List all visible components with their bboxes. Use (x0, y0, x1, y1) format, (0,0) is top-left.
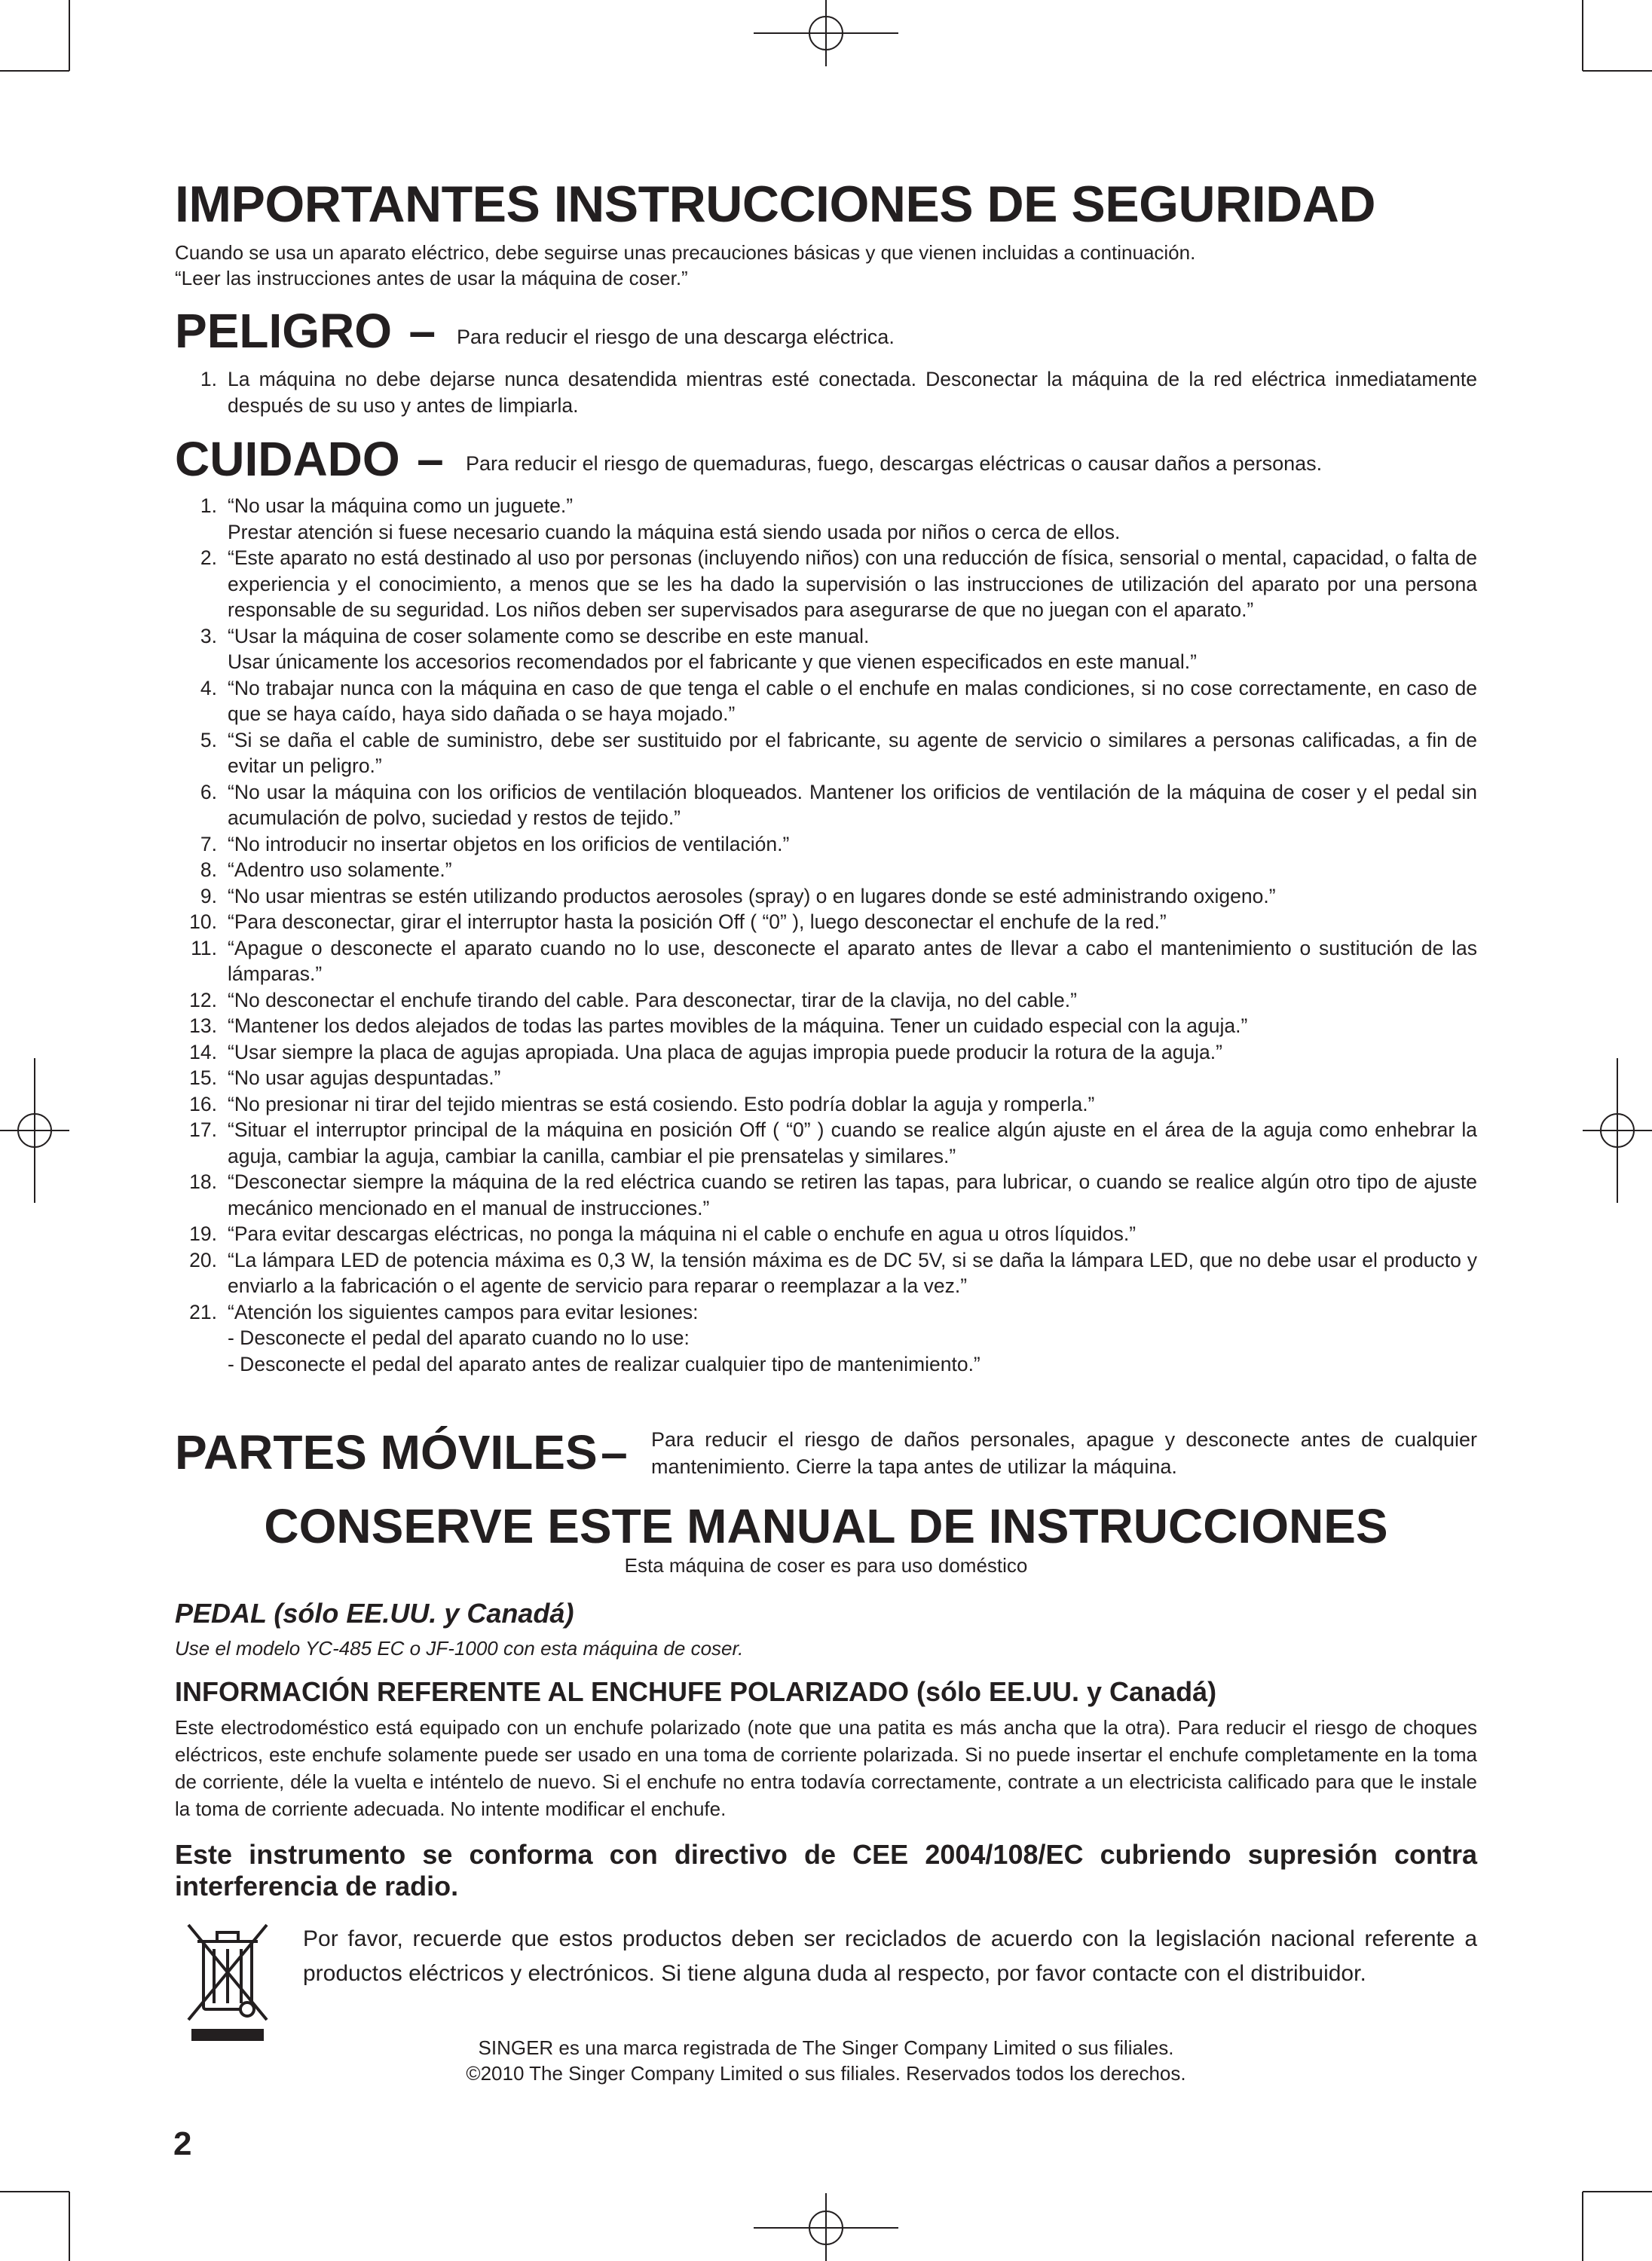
item-line: “Usar la máquina de coser solamente como se describe en este manual. (228, 624, 870, 647)
item-number: 18. (189, 1170, 217, 1193)
item-line: “No introducir no insertar objetos en los orificios de ventilación.” (228, 832, 790, 855)
item-line: “Este aparato no está destinado al uso por personas (incluyendo niños) con una reducción de física, sensorial o mental, capacidad, o falta de experiencia y el conocimiento, a menos que se les ha dado la supervisión o las instrucciones de utilización del aparato por una persona responsable de su seguridad. Los niños deben ser supervisados para asegurarse de que no juegan con el aparato.” (228, 546, 1477, 621)
item-text (217, 493, 1477, 545)
peligro-subtitle: Para reducir el riesgo de una descarga eléctrica. (457, 326, 895, 348)
item-text (217, 1169, 1477, 1221)
list-item (175, 1091, 1477, 1118)
list-item (175, 727, 1477, 779)
item-line: - Desconecte el pedal del aparato antes de realizar cualquier tipo de mantenimiento.” (228, 1352, 980, 1375)
item-text (217, 1013, 1477, 1039)
footer-line: ©2010 The Singer Company Limited o sus filiales. Reservados todos los derechos. (466, 2062, 1186, 2085)
list-item (175, 779, 1477, 831)
item-line: “Adentro uso solamente.” (228, 858, 452, 881)
item-line: “Situar el interruptor principal de la máquina en posición Off ( “0” ) cuando se realice algún ajuste en el área de la aguja como enhebrar la aguja, cambiar la aguja, cambiar la canilla, cambiar el pie prensatelas y similares.” (228, 1118, 1477, 1167)
list-item (175, 545, 1477, 623)
list-item (175, 1299, 1477, 1378)
list-item (175, 493, 1477, 545)
item-line: “La lámpara LED de potencia máxima es 0,3 W, la tensión máxima es de DC 5V, si se daña la lámpara LED, que no debe usar el producto y enviarlo a la fabricación o el agente de servicio para reparar o reemplazar a la vez.” (228, 1248, 1477, 1297)
item-number: 16. (189, 1092, 217, 1115)
item-text (217, 1039, 1477, 1066)
item-number: 9. (200, 884, 217, 907)
list-item (175, 675, 1477, 727)
item-text (217, 857, 1477, 883)
polarized-plug-text: Este electrodoméstico está equipado con un enchufe polarizado (note que una patita es más ancha que la otra). Para reducir el riesgo de choques eléctricos, este enchufe solamente puede ser usado en una toma de corriente polarizada. Si no puede insertar el enchufe completamente en la toma de corriente, déle la vuelta e inténtelo de nuevo. Si el enchufe no entra todavía correctamente, contrate a un electricista calificado para que le instale la toma de corriente adecuada. No intente modificar el enchufe. (175, 1716, 1477, 1820)
item-number: 14. (189, 1040, 217, 1063)
item-number: 6. (200, 780, 217, 803)
item-line: “No trabajar nunca con la máquina en caso de que tenga el cable o el enchufe en malas condiciones, si no cose correctamente, en caso de que se haya caído, haya sido dañada o se haya mojado.” (228, 676, 1477, 725)
item-line: “No usar la máquina como un juguete.” (228, 494, 574, 517)
footer-line: SINGER es una marca registrada de The Singer Company Limited o sus filiales. (478, 2036, 1174, 2059)
item-line: “Atención los siguientes campos para evitar lesiones: (228, 1300, 699, 1323)
conserve-subtitle: Esta máquina de coser es para uso doméstico (624, 1554, 1028, 1577)
list-item (175, 623, 1477, 675)
item-number: 21. (189, 1300, 217, 1323)
item-text (217, 935, 1477, 987)
cuidado-list (175, 493, 1477, 1377)
list-item (175, 883, 1477, 910)
item-number: 1. (200, 494, 217, 517)
recycle-text: Por favor, recuerde que estos productos deben ser reciclados de acuerdo con la legislación nacional referente a productos eléctricos y electrónicos. Si tiene alguna duda al respecto, por favor contacte con el distribuidor. (303, 1926, 1477, 1986)
item-number: 4. (200, 676, 217, 699)
page-number: 2 (173, 2125, 192, 2162)
partes-text: Para reducir el riesgo de daños personales, apague y desconecte antes de cualquier mantenimiento. Cierre la tapa antes de utilizar la máquina. (651, 1428, 1477, 1478)
page-title: IMPORTANTES INSTRUCCIONES DE SEGURIDAD (175, 176, 1375, 233)
peligro-list (175, 366, 1477, 418)
item-number: 1. (200, 368, 217, 390)
list-item (175, 857, 1477, 883)
pedal-text: Use el modelo YC-485 EC o JF-1000 con esta máquina de coser. (175, 1637, 744, 1660)
list-item (175, 1065, 1477, 1091)
item-text (217, 779, 1477, 831)
footer (0, 2035, 1652, 2086)
item-line: “No usar mientras se estén utilizando productos aerosoles (spray) o en lugares donde se esté administrando oxigeno.” (228, 884, 1276, 907)
intro-text (175, 240, 1195, 291)
cuidado-heading-row (175, 431, 444, 487)
pedal-heading: PEDAL (sólo EE.UU. y Canadá) (175, 1598, 574, 1629)
intro-line: Cuando se usa un aparato eléctrico, debe seguirse unas precauciones básicas y que vienen incluidas a continuación. (175, 241, 1196, 264)
item-line: “Para desconectar, girar el interruptor hasta la posición Off ( “0” ), luego desconectar el enchufe de la red.” (228, 910, 1167, 933)
item-text (217, 1247, 1477, 1299)
item-number: 10. (189, 910, 217, 933)
item-line: “No desconectar el enchufe tirando del cable. Para desconectar, tirar de la clavija, no del cable.” (228, 988, 1077, 1011)
item-line: - Desconecte el pedal del aparato cuando no lo use: (228, 1326, 690, 1349)
item-line: “Si se daña el cable de suministro, debe ser sustituido por el fabricante, su agente de servicio o similares a personas calificadas, a fin de evitar un peligro.” (228, 728, 1477, 777)
cuidado-heading: CUIDADO (175, 432, 400, 486)
item-text (217, 675, 1477, 727)
item-line: “No presionar ni tirar del tejido mientras se está cosiendo. Esto podría doblar la aguja y romperla.” (228, 1092, 1095, 1115)
item-text (217, 1221, 1477, 1247)
item-number: 15. (189, 1066, 217, 1089)
list-item (175, 1039, 1477, 1066)
polarized-plug-heading: INFORMACIÓN REFERENTE AL ENCHUFE POLARIZADO (sólo EE.UU. y Canadá) (175, 1676, 1217, 1707)
item-text (217, 883, 1477, 910)
item-text (217, 831, 1477, 858)
list-item (175, 1169, 1477, 1221)
item-number: 2. (200, 546, 217, 569)
item-line: “No usar la máquina con los orificios de ventilación bloqueados. Mantener los orificios de ventilación de la máquina de coser y el pedal sin acumulación de polvo, suciedad y restos de tejido.” (228, 780, 1477, 829)
list-item (175, 1221, 1477, 1247)
list-item (175, 935, 1477, 987)
item-number: 12. (189, 988, 217, 1011)
item-text (217, 987, 1477, 1014)
item-text (217, 623, 1477, 675)
item-line: “No usar agujas despuntadas.” (228, 1066, 501, 1089)
peligro-heading: PELIGRO (175, 304, 393, 358)
item-text (217, 1065, 1477, 1091)
emc-directive-text: Este instrumento se conforma con directivo de CEE 2004/108/EC cubriendo supresión contra interferencia de radio. (175, 1839, 1477, 1902)
peligro-dash: – (408, 304, 436, 358)
item-line: “Apague o desconecte el aparato cuando no lo use, desconecte el aparato antes de llevar a cabo el mantenimiento o sustitución de las lámparas.” (228, 936, 1477, 985)
cuidado-dash: – (417, 432, 444, 486)
item-number: 13. (189, 1014, 217, 1037)
item-line: “Mantener los dedos alejados de todas las partes movibles de la máquina. Tener un cuidado especial con la aguja.” (228, 1014, 1248, 1037)
item-text (217, 1091, 1477, 1118)
list-item (175, 909, 1477, 935)
item-text (217, 545, 1477, 623)
item-number: 8. (200, 858, 217, 881)
item-number: 11. (191, 936, 217, 959)
item-number: 3. (200, 624, 217, 647)
item-line: “Para evitar descargas eléctricas, no ponga la máquina ni el cable o enchufe en agua u otros líquidos.” (228, 1222, 1137, 1245)
list-item (175, 1013, 1477, 1039)
item-line: Usar únicamente los accesorios recomendados por el fabricante y que vienen especificados en este manual.” (228, 650, 1197, 673)
item-text: La máquina no debe dejarse nunca desatendida mientras esté conectada. Desconectar la máquina de la red eléctrica inmediatamente después de su uso y antes de limpiarla. (228, 368, 1477, 417)
list-item (175, 1117, 1477, 1169)
item-line: “Desconectar siempre la máquina de la red eléctrica cuando se retiren las tapas, para lubricar, o cuando se realice algún otro tipo de ajuste mecánico mencionado en el manual de instrucciones.” (228, 1170, 1477, 1219)
list-item (175, 831, 1477, 858)
item-text (217, 909, 1477, 935)
item-number: 20. (189, 1248, 217, 1271)
list-item (175, 1247, 1477, 1299)
list-item (175, 987, 1477, 1014)
item-number: 19. (189, 1222, 217, 1245)
partes-dash: – (601, 1425, 628, 1479)
item-number: 5. (200, 728, 217, 751)
conserve-heading: CONSERVE ESTE MANUAL DE INSTRUCCIONES (264, 1499, 1388, 1553)
list-item (175, 366, 1477, 418)
item-text (217, 1299, 1477, 1378)
partes-heading: PARTES MÓVILES (175, 1425, 598, 1479)
partes-heading-row (175, 1424, 628, 1480)
item-line: “Usar siempre la placa de agujas apropiada. Una placa de agujas impropia puede producir la rotura de la aguja.” (228, 1040, 1222, 1063)
item-text (217, 727, 1477, 779)
item-number: 17. (189, 1118, 217, 1141)
peligro-heading-row (175, 303, 436, 359)
weee-crossed-bin-icon (182, 1919, 273, 2042)
item-number: 7. (200, 832, 217, 855)
item-line: Prestar atención si fuese necesario cuando la máquina está siendo usada por niños o cerca de ellos. (228, 520, 1121, 543)
cuidado-subtitle: Para reducir el riesgo de quemaduras, fuego, descargas eléctricas o causar daños a personas. (466, 452, 1323, 475)
intro-line: “Leer las instrucciones antes de usar la máquina de coser.” (175, 267, 688, 289)
item-text (217, 1117, 1477, 1169)
